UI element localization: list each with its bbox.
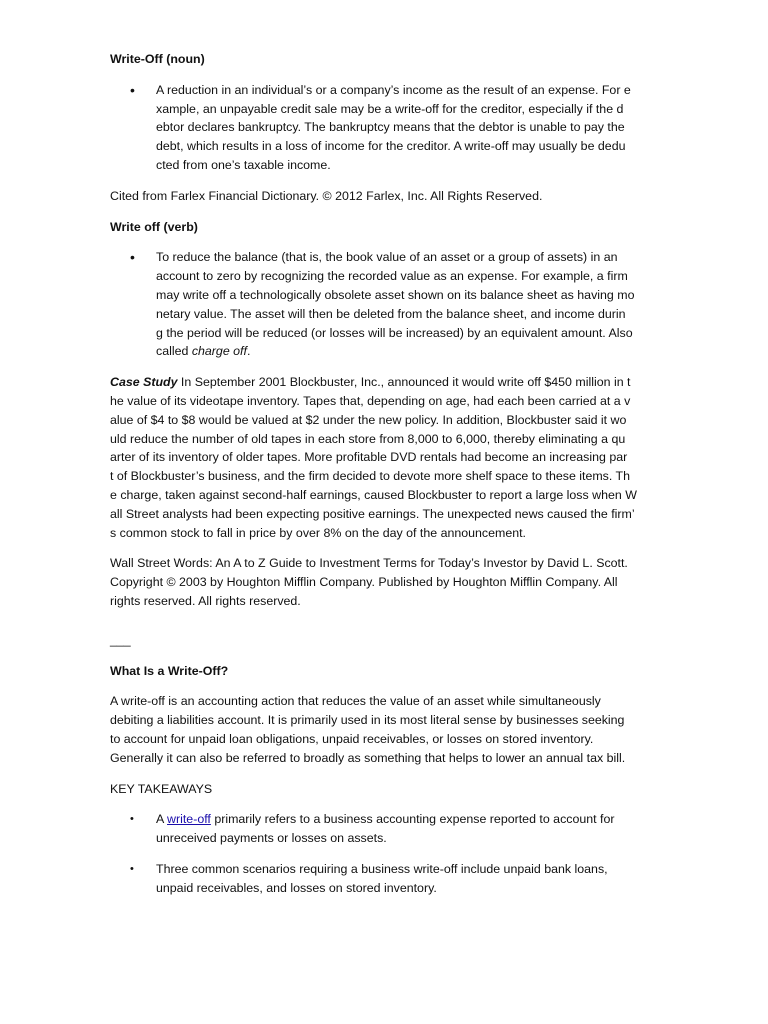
write-off-link[interactable]: write-off: [167, 812, 211, 827]
bullet-icon: •: [130, 813, 134, 826]
takeaway-1-prefix: A: [156, 812, 168, 827]
section-separator: ___: [110, 632, 131, 647]
noun-citation: Cited from Farlex Financial Dictionary. © 2012 Farlex, Inc. All Rights Reserved.: [110, 188, 543, 203]
case-study-paragraph: [110, 373, 662, 542]
verb-definition-end: .: [246, 344, 251, 359]
case-study-citation: Wall Street Words: An A to Z Guide to Investment Terms for Today’s Investor by David L. Scott. Copyright © 2003 by Houghton Mifflin Company. Published by Houghton Mifflin Company. All rights reserved. All rights reserved.: [110, 556, 628, 608]
bullet-icon: •: [130, 81, 135, 98]
noun-definition-text: A reduction in an individual’s or a company’s income as the result of an expense. For e xample, an unpayable credit sale may be a write-off for the creditor, especially if the d ebtor declares bankruptcy. The bankruptcy means that the debtor is unable to pay the debt, which results in a loss of income for the creditor. A write-off may usually be dedu cted from one’s taxable income.: [156, 82, 631, 172]
takeaway-item: [110, 860, 662, 898]
bullet-icon: •: [130, 862, 134, 875]
noun-bullet-list: [110, 81, 662, 175]
what-is-heading: What Is a Write-Off?: [110, 663, 229, 678]
bullet-icon: •: [130, 249, 135, 266]
document-page: [110, 50, 662, 909]
noun-heading: Write-Off (noun): [110, 52, 205, 66]
verb-definition-item: [110, 248, 662, 361]
takeaway-2-text: Three common scenarios requiring a business write-off include unpaid bank loans, unpaid receivables, and losses on stored inventory.: [156, 861, 608, 895]
takeaway-item: [110, 810, 662, 848]
what-is-text: A write-off is an accounting action that reduces the value of an asset while simultaneously debiting a liabilities account. It is primarily used in its most literal sense by businesses seeking to account for unpaid loan obligations, unpaid receivables, or losses on stored inventory. Generally it can also be referred to broadly as something that helps to lower an annual tax bill.: [110, 694, 626, 765]
case-study-label: Case Study: [110, 375, 178, 390]
takeaways-heading: KEY TAKEAWAYS: [110, 781, 213, 796]
case-study-text: In September 2001 Blockbuster, Inc., announced it would write off $450 million in t he value of its videotape inventory. Tapes that, depending on age, had each been carried at a v alue of $4 to $8 would be valued at $2 under the new policy. In addition, Blockbuster said it wo uld reduce the number of old tapes in each store from 8,000 to 6,000, thereby eliminating a qu arter of its inventory of older tapes. More profitable DVD rentals had become an increasing par t of Blockbuster’s business, and the firm decided to devote more shelf space to these items. Th e charge, taken against second-half earnings, caused Blockbuster to report a large loss when W all Street analysts had been expecting positive earnings. The unexpected news caused the firm’ s common stock to fall in price by over 8% on the day of the announcement.: [110, 375, 637, 540]
verb-bullet-list: [110, 248, 662, 361]
noun-definition-item: [110, 81, 662, 175]
verb-definition-italic: charge off: [191, 344, 247, 359]
verb-definition-text: To reduce the balance (that is, the book value of an asset or a group of assets) in an account to zero by recognizing the recorded value as an expense. For example, a firm may write off a technologically obsolete asset shown on its balance sheet as having mo netary value. The asset will then be deleted from the balance sheet, and income durin g the period will be reduced (or losses will be increased) by an equivalent amount. Also called: [156, 250, 635, 359]
verb-heading: Write off (verb): [110, 219, 198, 234]
takeaways-list: [110, 810, 662, 897]
takeaway-1-rest: primarily refers to a business accounting expense reported to account for unreceived payments or losses on assets.: [156, 812, 615, 846]
